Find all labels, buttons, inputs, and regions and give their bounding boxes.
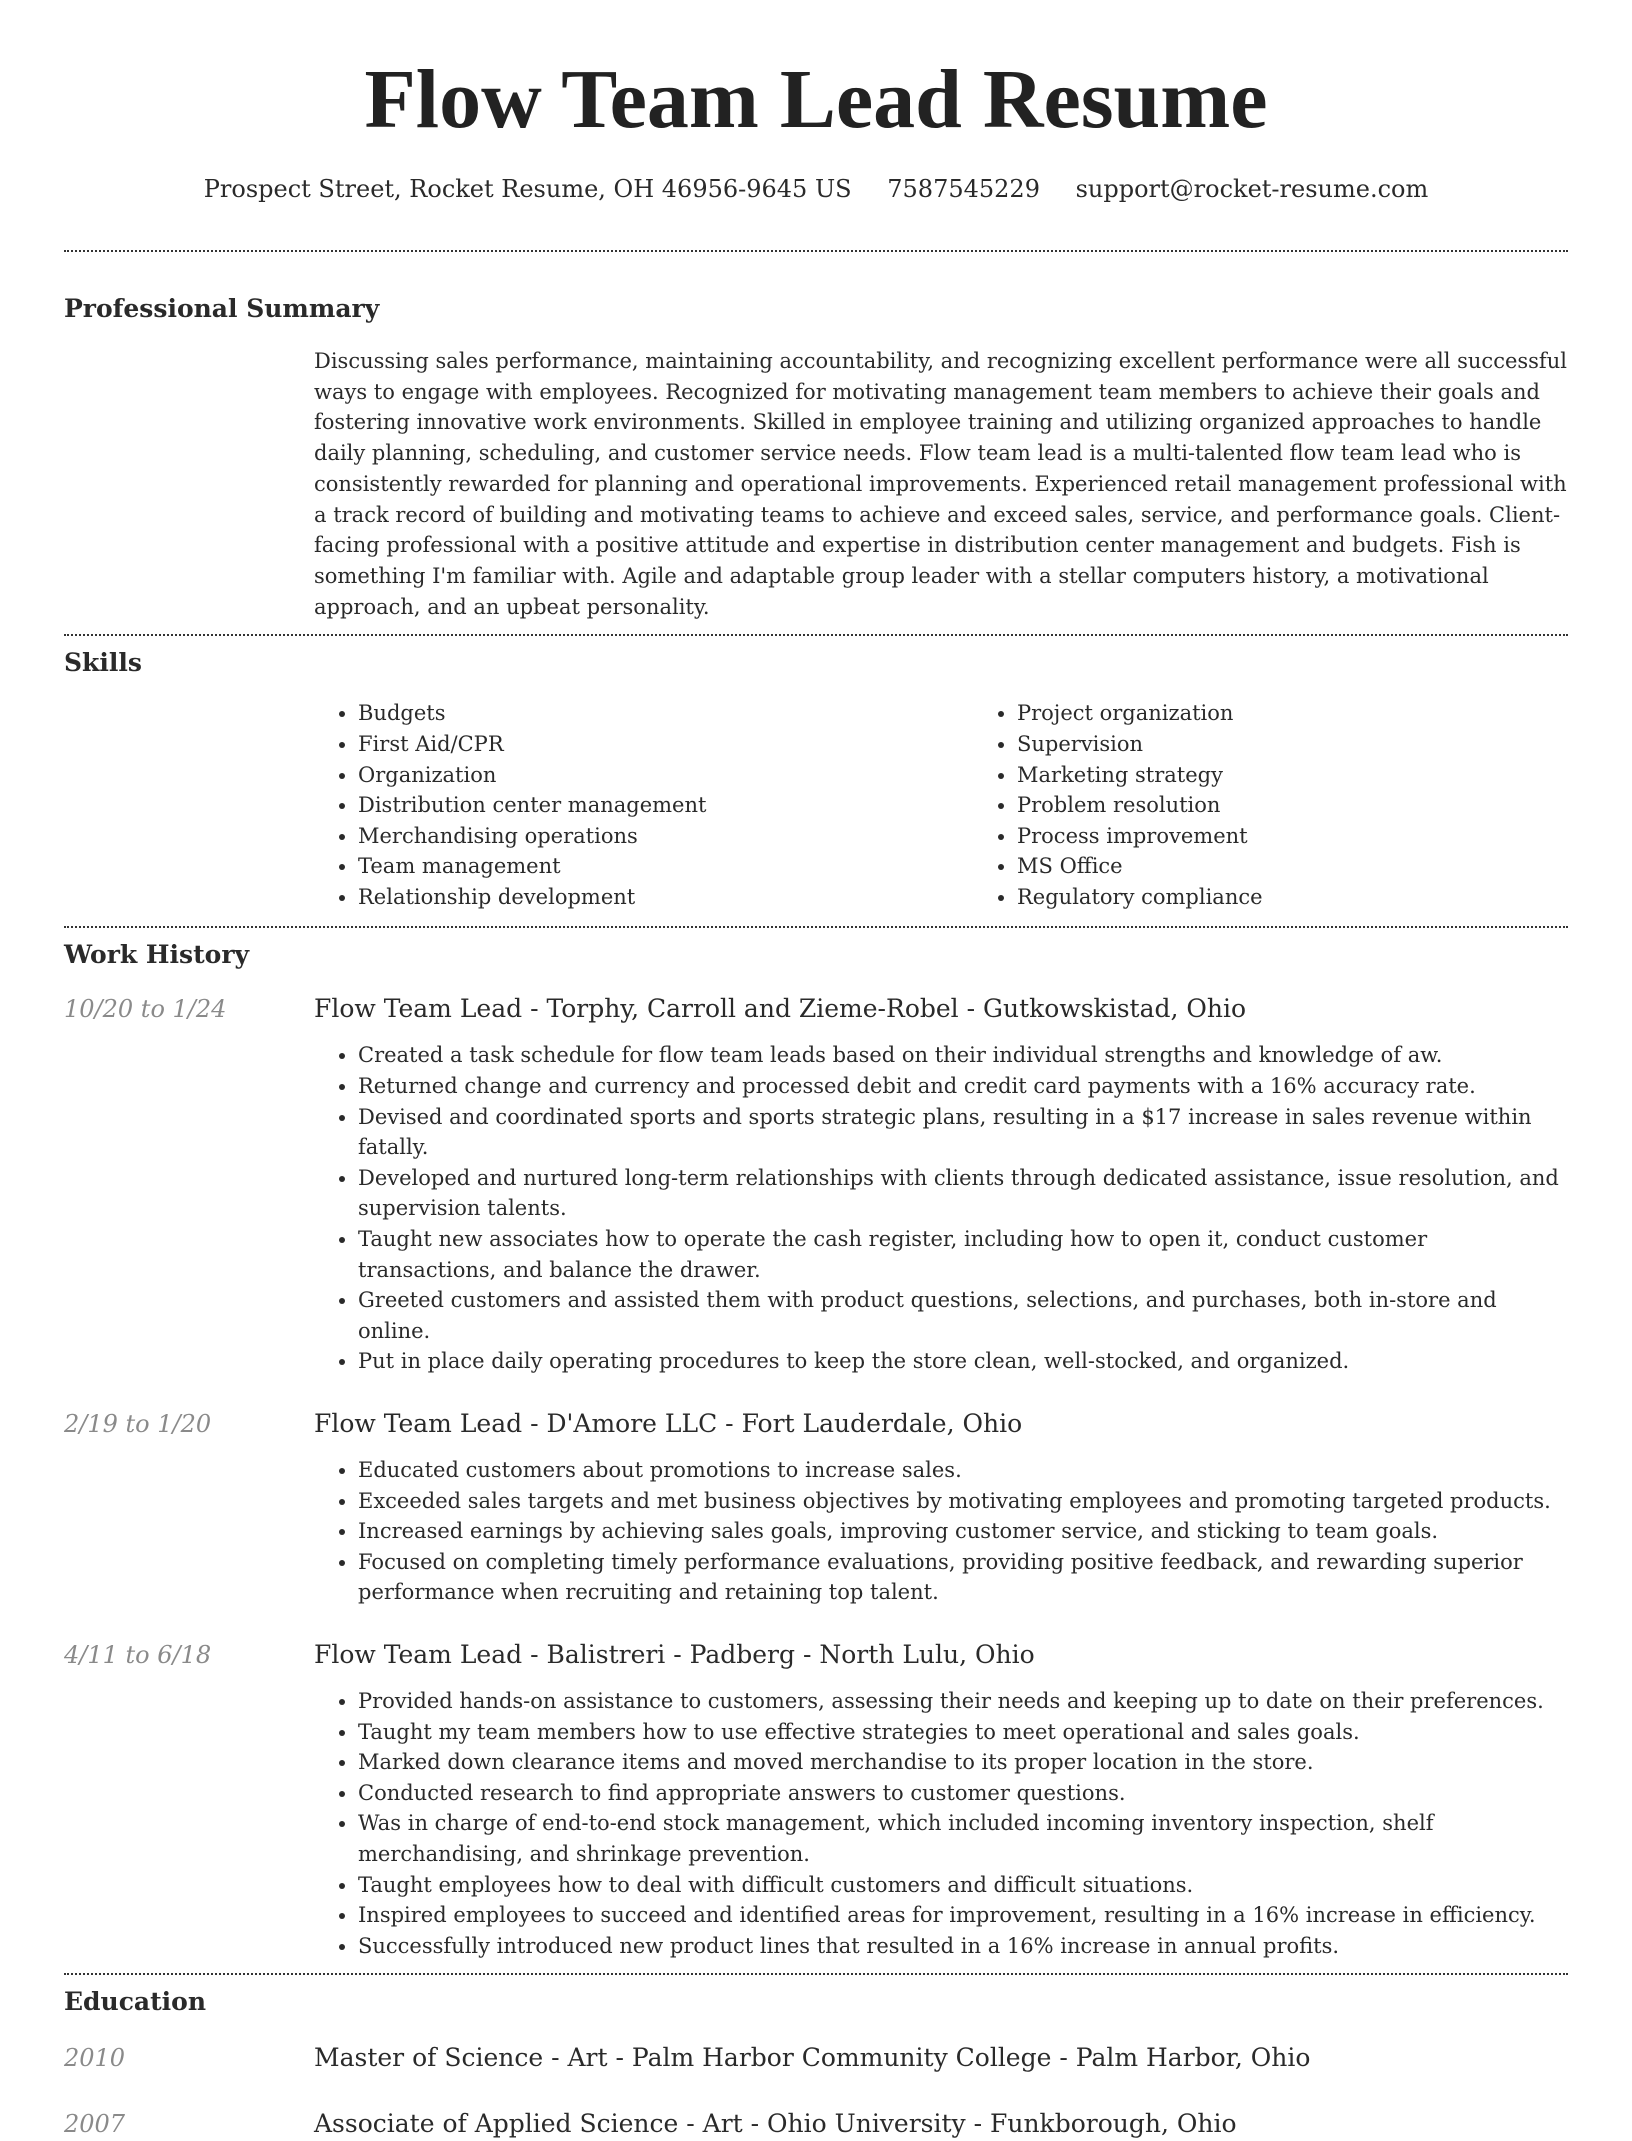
- job-bullets: [314, 1455, 1568, 1608]
- job-bullet: • Provided hands-on assistance to customers, assessing their needs and keeping up to date on their preferences.: [358, 1686, 1568, 1717]
- work-heading: Work History: [64, 940, 250, 970]
- skills-list: [314, 698, 1632, 912]
- resume-title: Flow Team Lead Resume: [364, 53, 1268, 146]
- skills-column-left: [314, 698, 973, 912]
- job-dates: 10/20 to 1/24: [64, 995, 227, 1024]
- job-bullet: • Increased earnings by achieving sales goals, improving customer service, and sticking to team goals.: [358, 1516, 1568, 1547]
- job-entry: [64, 1407, 1568, 1608]
- skill-item: • Organization: [358, 760, 973, 791]
- job-bullet: • Returned change and currency and processed debit and credit card payments with a 16% accuracy rate.: [358, 1071, 1568, 1102]
- job-bullets: [314, 1040, 1568, 1377]
- education-list: [64, 2041, 1568, 2141]
- education-entry: [64, 2041, 1568, 2075]
- education-heading: Education: [64, 1987, 207, 2017]
- address: Prospect Street, Rocket Resume, OH 46956-9645 US: [203, 175, 852, 203]
- work-history-list: [64, 992, 1568, 1961]
- divider: [64, 250, 1568, 252]
- resume-page: [64, 0, 1568, 2141]
- job-bullet: • Conducted research to find appropriate answers to customer questions.: [358, 1778, 1568, 1809]
- job-bullet: • Exceeded sales targets and met business objectives by motivating employees and promoting targeted products.: [358, 1486, 1568, 1517]
- job-bullet: • Created a task schedule for flow team leads based on their individual strengths and knowledge of aw.: [358, 1040, 1568, 1071]
- skills-heading: Skills: [64, 648, 142, 678]
- skill-item: • Merchandising operations: [358, 821, 973, 852]
- divider: [64, 1973, 1568, 1975]
- divider: [64, 926, 1568, 928]
- skill-item: • Team management: [358, 851, 973, 882]
- job-bullet: • Greeted customers and assisted them with product questions, selections, and purchases, both in-store and online.: [358, 1285, 1568, 1346]
- contact-line: [64, 172, 1568, 206]
- skills-column-right: [973, 698, 1632, 912]
- job-bullet: • Focused on completing timely performance evaluations, providing positive feedback, and rewarding superior performance when recruiting and retaining top talent.: [358, 1547, 1568, 1608]
- job-bullet: • Was in charge of end-to-end stock management, which included incoming inventory inspection, shelf merchandising, and shrinkage prevention.: [358, 1808, 1568, 1869]
- education-entry: [64, 2107, 1568, 2141]
- job-title: Flow Team Lead - D'Amore LLC - Fort Lauderdale, Ohio: [314, 1409, 1023, 1439]
- education-year: 2007: [64, 2110, 126, 2139]
- job-entry: [64, 1638, 1568, 1961]
- skill-item: • Problem resolution: [1017, 790, 1632, 821]
- skill-item: • Budgets: [358, 698, 973, 729]
- email: support@rocket-resume.com: [1075, 175, 1429, 203]
- job-title: Flow Team Lead - Balistreri - Padberg - North Lulu, Ohio: [314, 1639, 1035, 1669]
- skill-item: • Supervision: [1017, 729, 1632, 760]
- job-title: Flow Team Lead - Torphy, Carroll and Zieme-Robel - Gutkowskistad, Ohio: [314, 994, 1247, 1024]
- job-bullet: • Taught my team members how to use effective strategies to meet operational and sales goals.: [358, 1717, 1568, 1748]
- phone: 7587545229: [887, 175, 1040, 203]
- skill-item: • Process improvement: [1017, 821, 1632, 852]
- job-bullet: • Put in place daily operating procedures to keep the store clean, well-stocked, and organized.: [358, 1346, 1568, 1377]
- summary-heading: Professional Summary: [64, 294, 380, 323]
- skill-item: • Distribution center management: [358, 790, 973, 821]
- skill-item: • Regulatory compliance: [1017, 882, 1632, 913]
- skill-item: • First Aid/CPR: [358, 729, 973, 760]
- skill-item: • MS Office: [1017, 851, 1632, 882]
- job-bullet: • Educated customers about promotions to increase sales.: [358, 1455, 1568, 1486]
- job-bullet: • Inspired employees to succeed and identified areas for improvement, resulting in a 16% increase in efficiency.: [358, 1900, 1568, 1931]
- job-bullet: • Developed and nurtured long-term relationships with clients through dedicated assistance, issue resolution, and supervision talents.: [358, 1163, 1568, 1224]
- job-bullet: • Taught new associates how to operate the cash register, including how to open it, conduct customer transactions, and balance the drawer.: [358, 1224, 1568, 1285]
- job-dates: 4/11 to 6/18: [64, 1640, 212, 1669]
- job-bullet: • Devised and coordinated sports and sports strategic plans, resulting in a $17 increase in sales revenue within fatally.: [358, 1102, 1568, 1163]
- divider: [64, 634, 1568, 636]
- skill-item: • Marketing strategy: [1017, 760, 1632, 791]
- education-year: 2010: [64, 2044, 126, 2073]
- job-entry: [64, 992, 1568, 1377]
- job-bullet: • Taught employees how to deal with difficult customers and difficult situations.: [358, 1870, 1568, 1901]
- job-dates: 2/19 to 1/20: [64, 1410, 212, 1439]
- education-degree: Master of Science - Art - Palm Harbor Community College - Palm Harbor, Ohio: [314, 2043, 1311, 2073]
- skill-item: • Relationship development: [358, 882, 973, 913]
- education-degree: Associate of Applied Science - Art - Ohio University - Funkborough, Ohio: [314, 2109, 1237, 2139]
- job-bullet: • Marked down clearance items and moved merchandise to its proper location in the store.: [358, 1747, 1568, 1778]
- skill-item: • Project organization: [1017, 698, 1632, 729]
- job-bullets: [314, 1686, 1568, 1961]
- job-bullet: • Successfully introduced new product lines that resulted in a 16% increase in annual profits.: [358, 1931, 1568, 1962]
- summary-text: Discussing sales performance, maintaining accountability, and recognizing excellent performance were all successful ways to engage with employees. Recognized for motivating management team members to achieve their goals and fostering innovative work environments. Skilled in employee training and utilizing organized approaches to handle daily planning, scheduling, and customer service needs. Flow team lead is a multi-talented flow team lead who is consistently rewarded for planning and operational improvements. Experienced retail management professional with a track record of building and motivating teams to achieve and exceed sales, service, and performance goals. Client-facing professional with a positive attitude and expertise in distribution center management and budgets. Fish is something I'm familiar with. Agile and adaptable group leader with a stellar computers history, a motivational approach, and an upbeat personality.: [314, 349, 1567, 619]
